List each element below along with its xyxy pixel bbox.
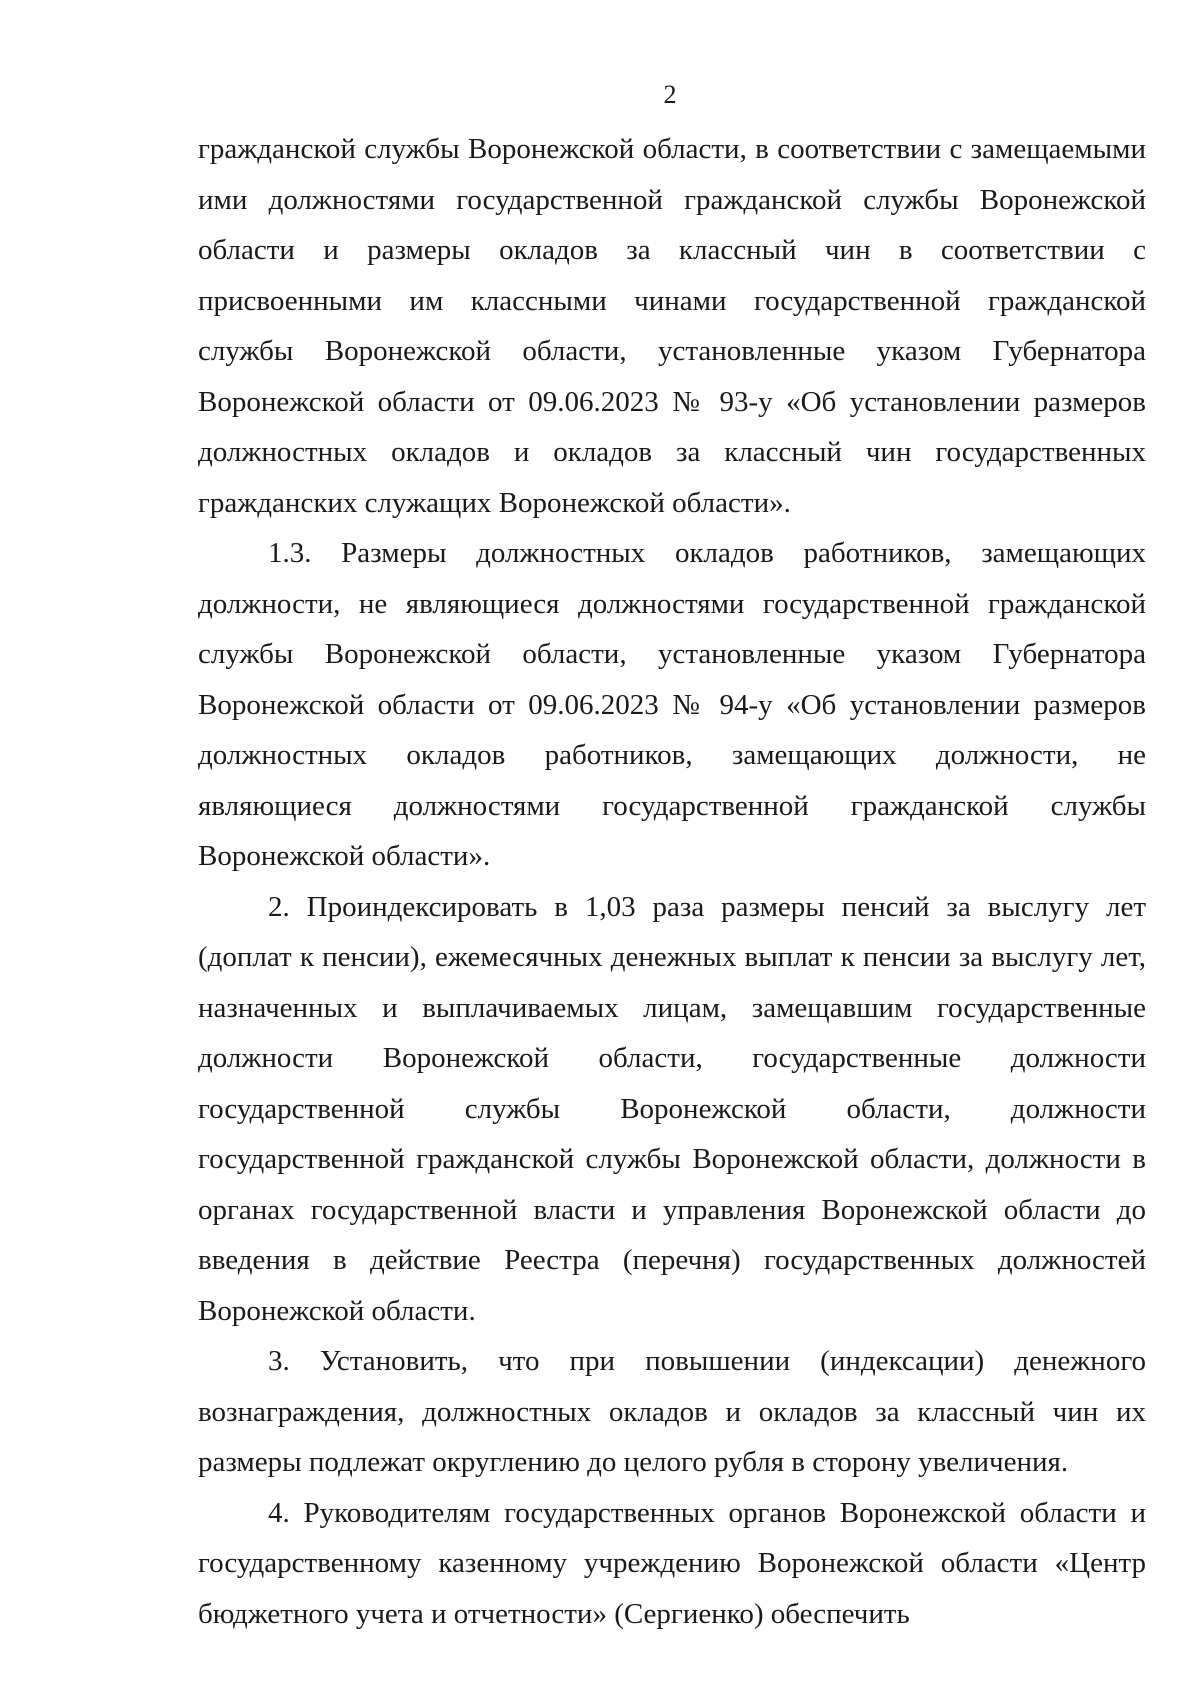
paragraph-item-3: 3. Установить, что при повышении (индексации) денежного вознаграждения, должностных окладов и окладов за классный чин их размеры подлежат округлению до целого рубля в сторону увеличения. bbox=[198, 1345, 1146, 1478]
paragraph-continuation: гражданской службы Воронежской области, в соответствии с замещаемыми ими должностями государственной гражданской службы Воронежской области и размеры окладов за классный чин в соответствии с присвоенными им классными чинами государственной гражданской службы Воронежской области, установленные указом Губернатора Воронежской области от 09.06.2023 № 93-у «Об установлении размеров должностных окладов и окладов за классный чин государственных гражданских служащих Воронежской области». bbox=[198, 133, 1146, 519]
paragraph-item-4: 4. Руководителям государственных органов Воронежской области и государственному казенному учреждению Воронежской области «Центр бюджетного учета и отчетности» (Сергиенко) обеспечить bbox=[198, 1496, 1146, 1630]
page-number: 2 bbox=[663, 80, 677, 109]
paragraph-item-1-3: 1.3. Размеры должностных окладов работников, замещающих должности, не являющиеся должностями государственной гражданской службы Воронежской области, установленные указом Губернатора Воронежской области от 09.06.2023 № 94-у «Об установлении размеров должностных окладов работников, замещающих должности, не являющиеся должностями государственной гражданской службы Воронежской области». bbox=[198, 537, 1146, 872]
document-body bbox=[198, 124, 1146, 1639]
paragraph-item-2: 2. Проиндексировать в 1,03 раза размеры пенсий за выслугу лет (доплат к пенсии), ежемесячных денежных выплат к пенсии за выслугу лет, назначенных и выплачиваемых лицам, замещавшим государственные должности Воронежской области, государственные должности государственной службы Воронежской области, должности государственной гражданской службы Воронежской области, должности в органах государственной власти и управления Воронежской области до введения в действие Реестра (перечня) государственных должностей Воронежской области. bbox=[198, 890, 1146, 1327]
